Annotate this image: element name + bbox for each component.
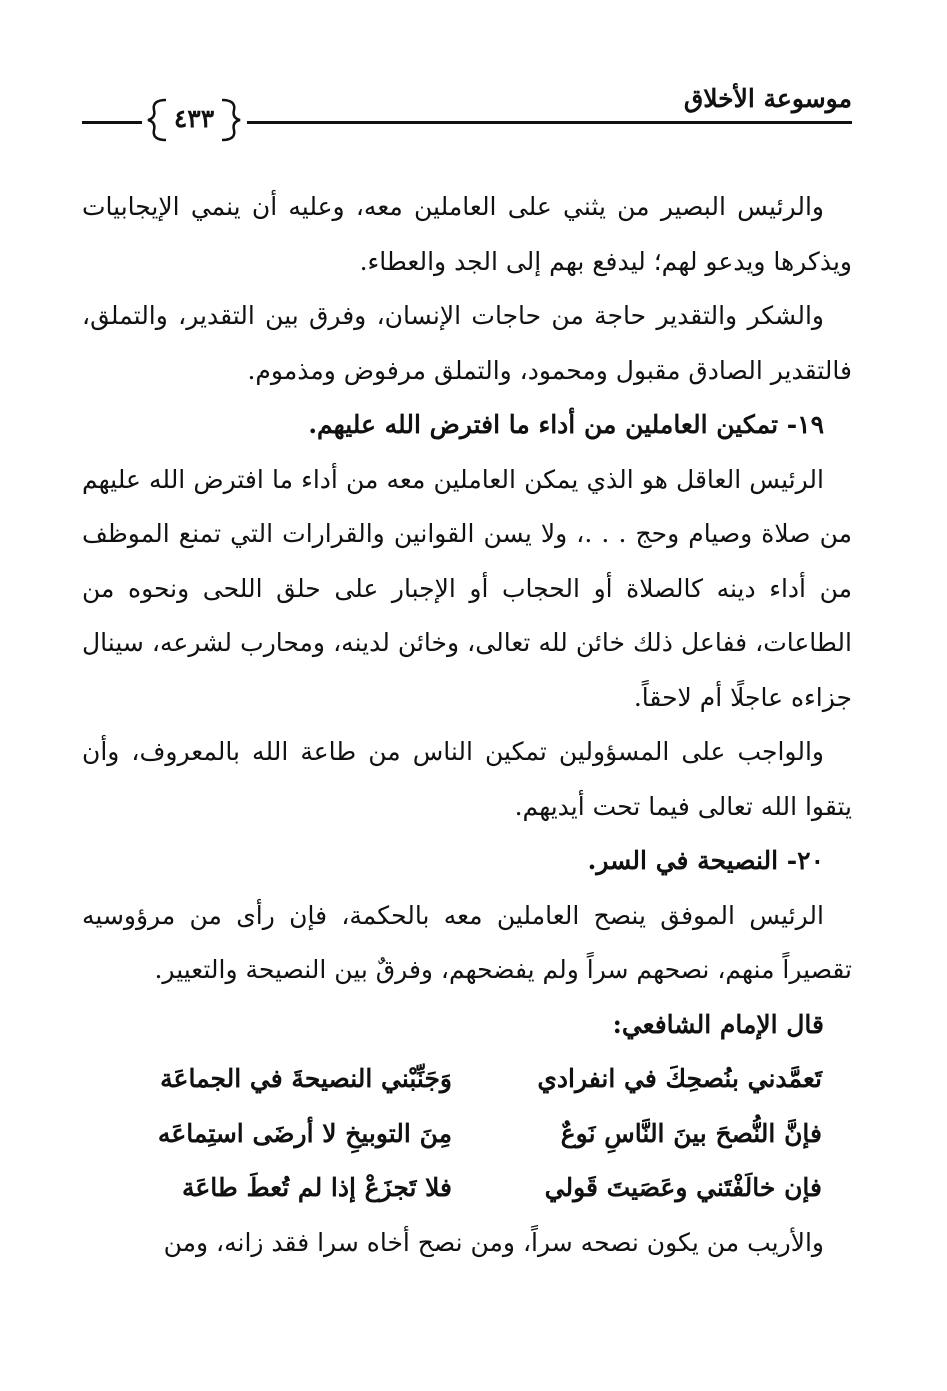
- poem-hemistich-second: وَجَنِّبْني النصيحةَ في الجماعَة: [160, 1064, 452, 1093]
- paragraph: الرئيس الموفق ينصح العاملين معه بالحكمة، فإن رأى من مرؤوسيه تقصيراً منهم، نصحهم سراً ولم يفضحهم، وفرقٌ بين النصيحة والتعيير.: [82, 900, 852, 984]
- paragraph: والأريب من يكون نصحه سراً، ومن نصح أخاه سرا فقد زانه، ومن: [163, 1227, 824, 1257]
- book-title: موسوعة الأخلاق: [683, 84, 852, 113]
- poem-verse: [82, 1107, 852, 1162]
- poem-verse: [82, 1052, 852, 1107]
- header-rule-left: [82, 121, 142, 124]
- section-heading-19: ١٩- تمكين العاملين من أداء ما افترض الله عليهم.: [308, 410, 824, 439]
- poem-verse: [82, 1161, 852, 1216]
- poem: [82, 1052, 852, 1216]
- header-rule-right: [247, 121, 852, 124]
- paragraph: والشكر والتقدير حاجة من حاجات الإنسان، وفرق بين التقدير، والتملق، فالتقدير الصادق مقبول ومحمود، والتملق مرفوض ومذموم.: [82, 301, 852, 385]
- poem-intro: قال الإمام الشافعي:: [612, 1009, 824, 1039]
- section-heading-20: ٢٠- النصيحة في السر.: [587, 846, 824, 875]
- page-header: [82, 78, 852, 138]
- poem-hemistich-first: فإنَّ النُّصحَ بينَ النَّاسِ نَوعٌ: [560, 1118, 822, 1148]
- page-number-frame: [144, 96, 244, 144]
- page-body: [82, 180, 852, 1270]
- poem-hemistich-second: فلا تَجزَعْ إذا لم تُعطَ طاعَة: [181, 1173, 452, 1202]
- poem-hemistich-first: تَعمَّدني بنُصحِكَ في انفرادي: [537, 1064, 822, 1093]
- paragraph: الرئيس العاقل هو الذي يمكن العاملين معه من أداء ما افترض الله عليهم من صلاة وصيام وحج . . .، ولا يسن القوانين والقرارات التي تمنع الموظف من أداء دينه كالصلاة أو الحجاب أو الإجبار على حلق اللحى ونحوه من الطاعات، ففاعل ذلك خائن لله تعالى، وخائن لدينه، ومحارب لشرعه، سينال جزاءه عاجلًا أم لاحقاً.: [82, 464, 852, 712]
- poem-hemistich-second: مِنَ التوبيخِ لا أرضَى استِماعَه: [157, 1118, 452, 1148]
- paragraph: والواجب على المسؤولين تمكين الناس من طاعة الله بالمعروف، وأن يتقوا الله تعالى فيما تحت أيديهم.: [82, 737, 852, 821]
- paragraph: والرئيس البصير من يثني على العاملين معه، وعليه أن ينمي الإيجابيات ويذكرها ويدعو لهم؛ ليدفع بهم إلى الجد والعطاء.: [82, 192, 852, 276]
- page-number: ٤٣٣: [173, 104, 215, 133]
- poem-hemistich-first: فإن خالَفْتَني وعَصَيتَ قَولي: [544, 1173, 822, 1202]
